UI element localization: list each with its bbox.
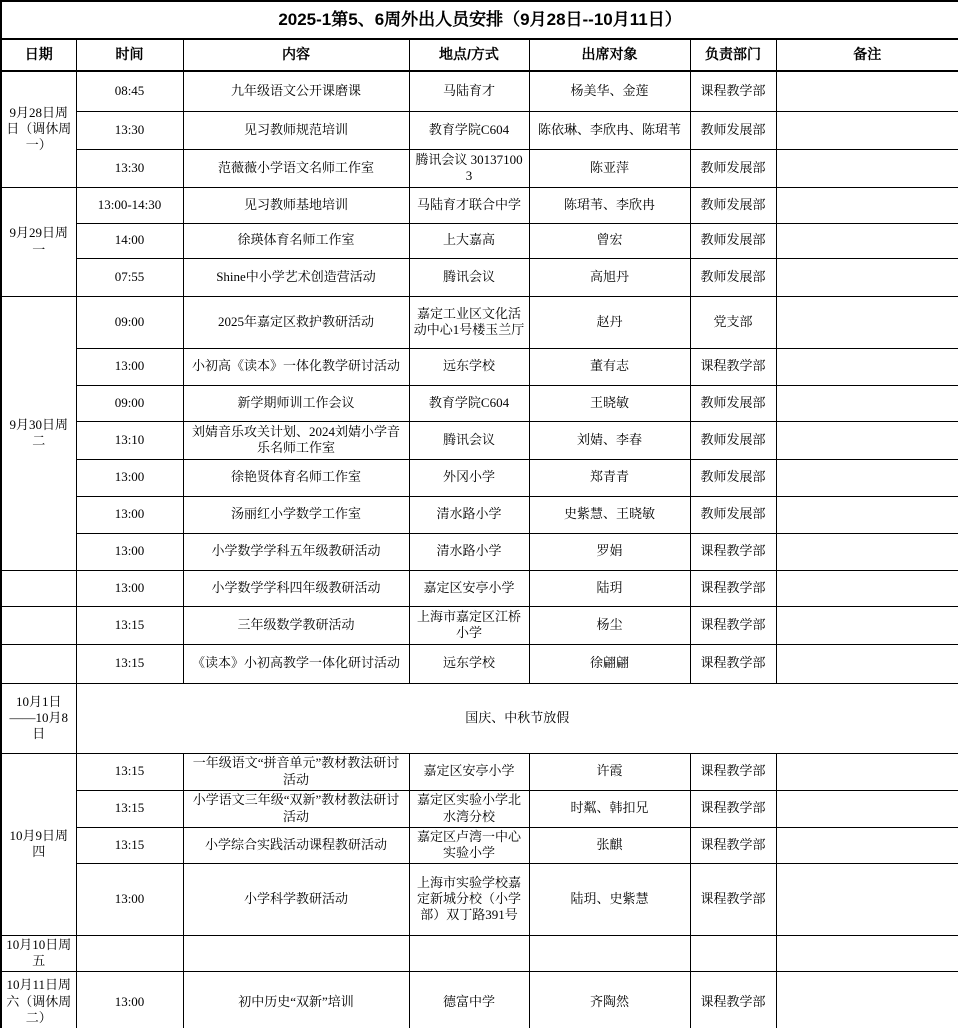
column-header-6: 备注 [776,39,958,71]
table-row [1,459,958,496]
department-cell: 课程教学部 [690,644,776,683]
remark-cell [776,385,958,421]
table-row [1,187,958,223]
attendees-cell: 陈亚萍 [529,149,690,187]
department-cell [690,935,776,971]
content-cell: 小学数学学科四年级教研活动 [183,570,409,606]
table-row [1,644,958,683]
location-cell: 嘉定区安亭小学 [409,753,529,790]
date-cell: 9月30日周二 [1,296,76,570]
location-cell: 腾讯会议 [409,421,529,459]
location-cell: 马陆育才 [409,71,529,111]
content-cell: 小学语文三年级“双新”教材教法研讨活动 [183,790,409,827]
remark-cell [776,644,958,683]
remark-cell [776,827,958,863]
attendees-cell: 陈珺苇、李欣冉 [529,187,690,223]
table-row [1,863,958,935]
attendees-cell: 史紫慧、王晓敏 [529,496,690,533]
department-cell: 课程教学部 [690,790,776,827]
time-cell: 13:00 [76,496,183,533]
remark-cell [776,935,958,971]
date-cell: 10月10日周五 [1,935,76,971]
table-row [1,683,958,753]
remark-cell [776,863,958,935]
attendees-cell: 许霞 [529,753,690,790]
location-cell: 教育学院C604 [409,111,529,149]
time-cell: 08:45 [76,71,183,111]
location-cell: 嘉定工业区文化活动中心1号楼玉兰厅 [409,296,529,348]
content-cell: 徐艳贤体育名师工作室 [183,459,409,496]
time-cell: 13:15 [76,790,183,827]
department-cell: 教师发展部 [690,149,776,187]
attendees-cell: 罗娟 [529,533,690,570]
remark-cell [776,496,958,533]
location-cell: 远东学校 [409,348,529,385]
remark-cell [776,606,958,644]
content-cell: 汤丽红小学数学工作室 [183,496,409,533]
attendees-cell: 高旭丹 [529,258,690,296]
content-cell: 《读本》小初高教学一体化研讨活动 [183,644,409,683]
table-row [1,790,958,827]
date-cell: 9月29日周一 [1,187,76,296]
attendees-cell: 陈依琳、李欣冉、陈珺苇 [529,111,690,149]
date-cell [1,570,76,606]
remark-cell [776,187,958,223]
content-cell: 2025年嘉定区救护教研活动 [183,296,409,348]
content-cell: 初中历史“双新”培训 [183,971,409,1028]
time-cell: 13:10 [76,421,183,459]
time-cell: 13:00-14:30 [76,187,183,223]
location-cell: 上海市嘉定区江桥小学 [409,606,529,644]
table-row [1,348,958,385]
content-cell: 三年级数学教研活动 [183,606,409,644]
department-cell: 课程教学部 [690,971,776,1028]
table-row [1,971,958,1028]
table-row [1,258,958,296]
attendees-cell: 曾宏 [529,223,690,258]
table-row [1,496,958,533]
remark-cell [776,111,958,149]
content-cell: 见习教师基地培训 [183,187,409,223]
department-cell: 教师发展部 [690,223,776,258]
date-cell [1,606,76,644]
department-cell: 课程教学部 [690,570,776,606]
content-cell: 小学数学学科五年级教研活动 [183,533,409,570]
remark-cell [776,296,958,348]
department-cell: 教师发展部 [690,421,776,459]
date-cell: 10月1日——10月8日 [1,683,76,753]
date-cell [1,644,76,683]
column-header-3: 地点/方式 [409,39,529,71]
content-cell: 小学综合实践活动课程教研活动 [183,827,409,863]
column-header-0: 日期 [1,39,76,71]
title-row [1,1,958,39]
department-cell: 教师发展部 [690,258,776,296]
table-row [1,385,958,421]
time-cell: 13:00 [76,570,183,606]
remark-cell [776,459,958,496]
column-header-4: 出席对象 [529,39,690,71]
remark-cell [776,570,958,606]
content-cell: 九年级语文公开课磨课 [183,71,409,111]
time-cell: 13:15 [76,753,183,790]
location-cell: 德富中学 [409,971,529,1028]
remark-cell [776,71,958,111]
table-row [1,296,958,348]
location-cell: 腾讯会议 301371003 [409,149,529,187]
location-cell: 上海市实验学校嘉定新城分校（小学部）双丁路391号 [409,863,529,935]
time-cell: 13:00 [76,533,183,570]
attendees-cell: 时粼、韩扣兄 [529,790,690,827]
remark-cell [776,421,958,459]
location-cell: 马陆育才联合中学 [409,187,529,223]
column-header-1: 时间 [76,39,183,71]
time-cell: 13:15 [76,644,183,683]
location-cell: 腾讯会议 [409,258,529,296]
content-cell: 范薇薇小学语文名师工作室 [183,149,409,187]
time-cell: 09:00 [76,385,183,421]
table-row [1,149,958,187]
department-cell: 教师发展部 [690,187,776,223]
attendees-cell: 杨美华、金莲 [529,71,690,111]
department-cell: 党支部 [690,296,776,348]
attendees-cell: 张麒 [529,827,690,863]
remark-cell [776,223,958,258]
attendees-cell: 董有志 [529,348,690,385]
location-cell: 嘉定区实验小学北水湾分校 [409,790,529,827]
location-cell: 清水路小学 [409,496,529,533]
attendees-cell: 徐翩翩 [529,644,690,683]
table-row [1,606,958,644]
column-header-5: 负责部门 [690,39,776,71]
attendees-cell: 杨尘 [529,606,690,644]
attendees-cell [529,935,690,971]
department-cell: 课程教学部 [690,71,776,111]
column-header-row [1,39,958,71]
location-cell: 嘉定区安亭小学 [409,570,529,606]
table-row [1,935,958,971]
location-cell: 教育学院C604 [409,385,529,421]
time-cell: 13:00 [76,971,183,1028]
date-cell: 10月9日周四 [1,753,76,935]
attendees-cell: 陆玥、史紫慧 [529,863,690,935]
attendees-cell: 郑青青 [529,459,690,496]
department-cell: 教师发展部 [690,459,776,496]
time-cell: 14:00 [76,223,183,258]
time-cell: 13:15 [76,827,183,863]
attendees-cell: 刘婧、李春 [529,421,690,459]
remark-cell [776,149,958,187]
table-row [1,533,958,570]
remark-cell [776,790,958,827]
department-cell: 教师发展部 [690,496,776,533]
content-cell: 小学科学教研活动 [183,863,409,935]
attendees-cell: 陆玥 [529,570,690,606]
remark-cell [776,753,958,790]
remark-cell [776,348,958,385]
department-cell: 课程教学部 [690,827,776,863]
content-cell: 刘婧音乐攻关计划、2024刘婧小学音乐名师工作室 [183,421,409,459]
attendees-cell: 赵丹 [529,296,690,348]
date-cell: 10月11日周六（调休周二） [1,971,76,1028]
location-cell: 外冈小学 [409,459,529,496]
table-row [1,753,958,790]
department-cell: 课程教学部 [690,863,776,935]
content-cell: Shine中小学艺术创造营活动 [183,258,409,296]
time-cell: 09:00 [76,296,183,348]
time-cell: 13:00 [76,459,183,496]
department-cell: 教师发展部 [690,385,776,421]
department-cell: 课程教学部 [690,606,776,644]
time-cell: 13:30 [76,149,183,187]
time-cell [76,935,183,971]
remark-cell [776,258,958,296]
attendees-cell: 王晓敏 [529,385,690,421]
page-title: 2025-1第5、6周外出人员安排（9月28日--10月11日） [1,1,958,39]
location-cell: 嘉定区卢湾一中心实验小学 [409,827,529,863]
table-row [1,421,958,459]
content-cell: 新学期师训工作会议 [183,385,409,421]
content-cell [183,935,409,971]
content-cell: 小初高《读本》一体化教学研讨活动 [183,348,409,385]
department-cell: 教师发展部 [690,111,776,149]
time-cell: 13:00 [76,348,183,385]
table-row [1,71,958,111]
location-cell: 清水路小学 [409,533,529,570]
department-cell: 课程教学部 [690,533,776,570]
holiday-cell: 国庆、中秋节放假 [76,683,958,753]
attendees-cell: 齐陶然 [529,971,690,1028]
column-header-2: 内容 [183,39,409,71]
location-cell: 上大嘉高 [409,223,529,258]
location-cell [409,935,529,971]
time-cell: 13:30 [76,111,183,149]
table-row [1,570,958,606]
table-row [1,223,958,258]
content-cell: 见习教师规范培训 [183,111,409,149]
content-cell: 徐瑛体育名师工作室 [183,223,409,258]
time-cell: 13:00 [76,863,183,935]
remark-cell [776,533,958,570]
date-cell: 9月28日周日（调休周一） [1,71,76,187]
table-row [1,111,958,149]
time-cell: 13:15 [76,606,183,644]
department-cell: 课程教学部 [690,348,776,385]
location-cell: 远东学校 [409,644,529,683]
content-cell: 一年级语文“拼音单元”教材教法研讨活动 [183,753,409,790]
department-cell: 课程教学部 [690,753,776,790]
table-row [1,827,958,863]
remark-cell [776,971,958,1028]
time-cell: 07:55 [76,258,183,296]
